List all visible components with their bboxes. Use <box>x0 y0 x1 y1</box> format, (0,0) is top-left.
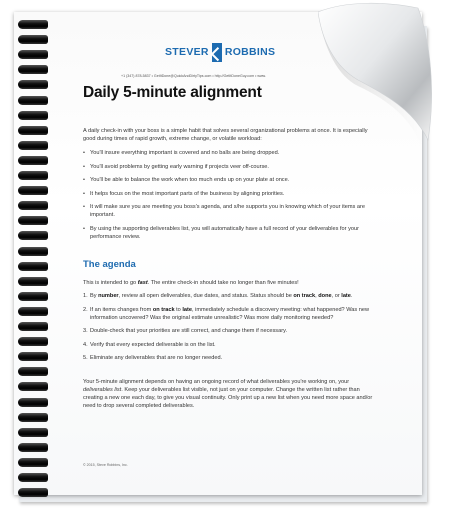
binding-ring <box>18 96 48 105</box>
binding-ring <box>18 473 48 482</box>
step-text: If an items changes from <box>90 306 153 313</box>
binding-ring <box>18 171 48 180</box>
binding-ring <box>18 367 48 376</box>
step-text: . <box>350 293 353 299</box>
binding-ring <box>18 111 48 120</box>
outro-paragraph <box>83 378 376 410</box>
binding-ring <box>18 80 48 89</box>
brand-logo <box>165 42 276 62</box>
agenda-intro-pre: This is intended to go <box>83 280 138 286</box>
outro-emphasis: deliverables list <box>83 387 122 393</box>
binding-ring <box>18 126 48 135</box>
agenda-step <box>83 292 376 300</box>
binding-ring <box>18 322 48 331</box>
step-emphasis: late <box>182 306 192 313</box>
list-item: • You'll be able to balance the work when too much ends up on your plate at once. <box>83 176 376 184</box>
list-item: • It will make sure you are meeting you boss's agenda, and s/he supports you in knowing which of your items are important. <box>83 203 376 219</box>
step-number: 5. <box>83 355 88 361</box>
step-emphasis: done <box>318 293 332 299</box>
binding-ring <box>18 428 48 437</box>
binding-ring <box>18 458 48 467</box>
step-number: 2. <box>83 306 88 313</box>
agenda-step <box>83 354 376 362</box>
agenda-intro-emphasis: fast <box>137 280 148 286</box>
binding-ring <box>18 231 48 240</box>
step-emphasis: on track <box>293 293 316 299</box>
binding-ring <box>18 352 48 361</box>
step-text: Verify that every expected deliverable is on the list. <box>90 341 216 348</box>
step-emphasis: late <box>341 293 351 299</box>
step-text: , <box>315 293 319 299</box>
binding-ring <box>18 156 48 165</box>
binding-ring <box>18 307 48 316</box>
step-text: , review all open deliverables, due dates, and status. Status should be <box>118 293 294 299</box>
logo-text-left: STEVER <box>165 46 209 58</box>
step-text: , or <box>331 293 342 299</box>
binding-ring <box>18 488 48 497</box>
step-number: 4. <box>83 341 88 348</box>
benefit-list <box>83 149 376 246</box>
binding-ring <box>18 141 48 150</box>
agenda-intro <box>83 279 376 287</box>
binding-ring <box>18 292 48 301</box>
logo-mark-icon <box>212 43 222 62</box>
intro-paragraph: A daily check-in with your boss is a simple habit that solves several organizational problems at once. It is especially good during times of rapid growth, extreme change, or volatile workload: <box>83 128 368 142</box>
step-text: By <box>90 293 99 299</box>
binding-ring <box>18 50 48 59</box>
binding-ring <box>18 201 48 210</box>
page-curl-icon <box>318 0 438 150</box>
binding-ring <box>18 382 48 391</box>
binding-ring <box>18 35 48 44</box>
binding-ring <box>18 413 48 422</box>
logo-text-right: ROBBINS <box>224 46 276 58</box>
list-item: • You'll insure everything important is covered and no balls are being dropped. <box>83 149 376 157</box>
agenda-step <box>83 327 376 335</box>
step-text: Eliminate any deliverables that are no longer needed. <box>90 355 223 361</box>
copyright-footer: © 2015, Steve Robbins, Inc. <box>83 463 128 467</box>
agenda-step <box>83 306 376 322</box>
binding-ring <box>18 398 48 407</box>
agenda-steps <box>83 292 376 368</box>
binding-ring <box>18 186 48 195</box>
step-text: to <box>174 306 183 313</box>
agenda-heading: The agenda <box>83 259 136 270</box>
step-emphasis: number <box>98 293 119 299</box>
binding-ring <box>18 20 48 29</box>
agenda-step <box>83 341 376 349</box>
binding-ring <box>18 443 48 452</box>
binding-ring <box>18 277 48 286</box>
agenda-intro-post: . The entire check-in should take no longer than five minutes! <box>147 280 299 286</box>
step-number: 3. <box>83 328 88 334</box>
binding-ring <box>18 216 48 225</box>
binding-ring <box>18 65 48 74</box>
binding-ring <box>18 337 48 346</box>
contact-line: +1 (347) 878-5837 • GetItDone@QuickAndDirtyTips.com • http://GetItDoneGuy.com • www. <box>121 74 266 78</box>
list-item: • You'll avoid problems by getting early warning if projects veer off-course. <box>83 163 376 171</box>
step-text: , immediately schedule a discovery meeting: what happened? Was new information uncovered? Was the original estimate unrealistic? Was more daily monitoring needed? <box>90 306 370 321</box>
page-title: Daily 5-minute alignment <box>83 84 262 101</box>
list-item: • By using the supporting deliverables list, you will automatically have a full record of your deliverables for your performance review. <box>83 225 376 241</box>
binding-rings-icon <box>18 16 48 502</box>
outro-post: . Keep your deliverables list visible, not just on your computer. Change the written list rather than creating a new one each day, to give you visual continuity. Only print up a new list when you need more space and/or need to drop several completed deliverables. <box>83 387 373 409</box>
outro-pre: Your 5-minute alignment depends on having an ongoing record of what deliverables you're working on, your <box>83 379 350 385</box>
step-number: 1. <box>83 293 88 299</box>
binding-ring <box>18 262 48 271</box>
step-text: Double-check that your priorities are still correct, and change them if necessary. <box>90 328 288 334</box>
list-item: • It helps focus on the most important parts of the business by aligning priorities. <box>83 190 376 198</box>
binding-ring <box>18 247 48 256</box>
step-emphasis: on track <box>152 306 175 313</box>
